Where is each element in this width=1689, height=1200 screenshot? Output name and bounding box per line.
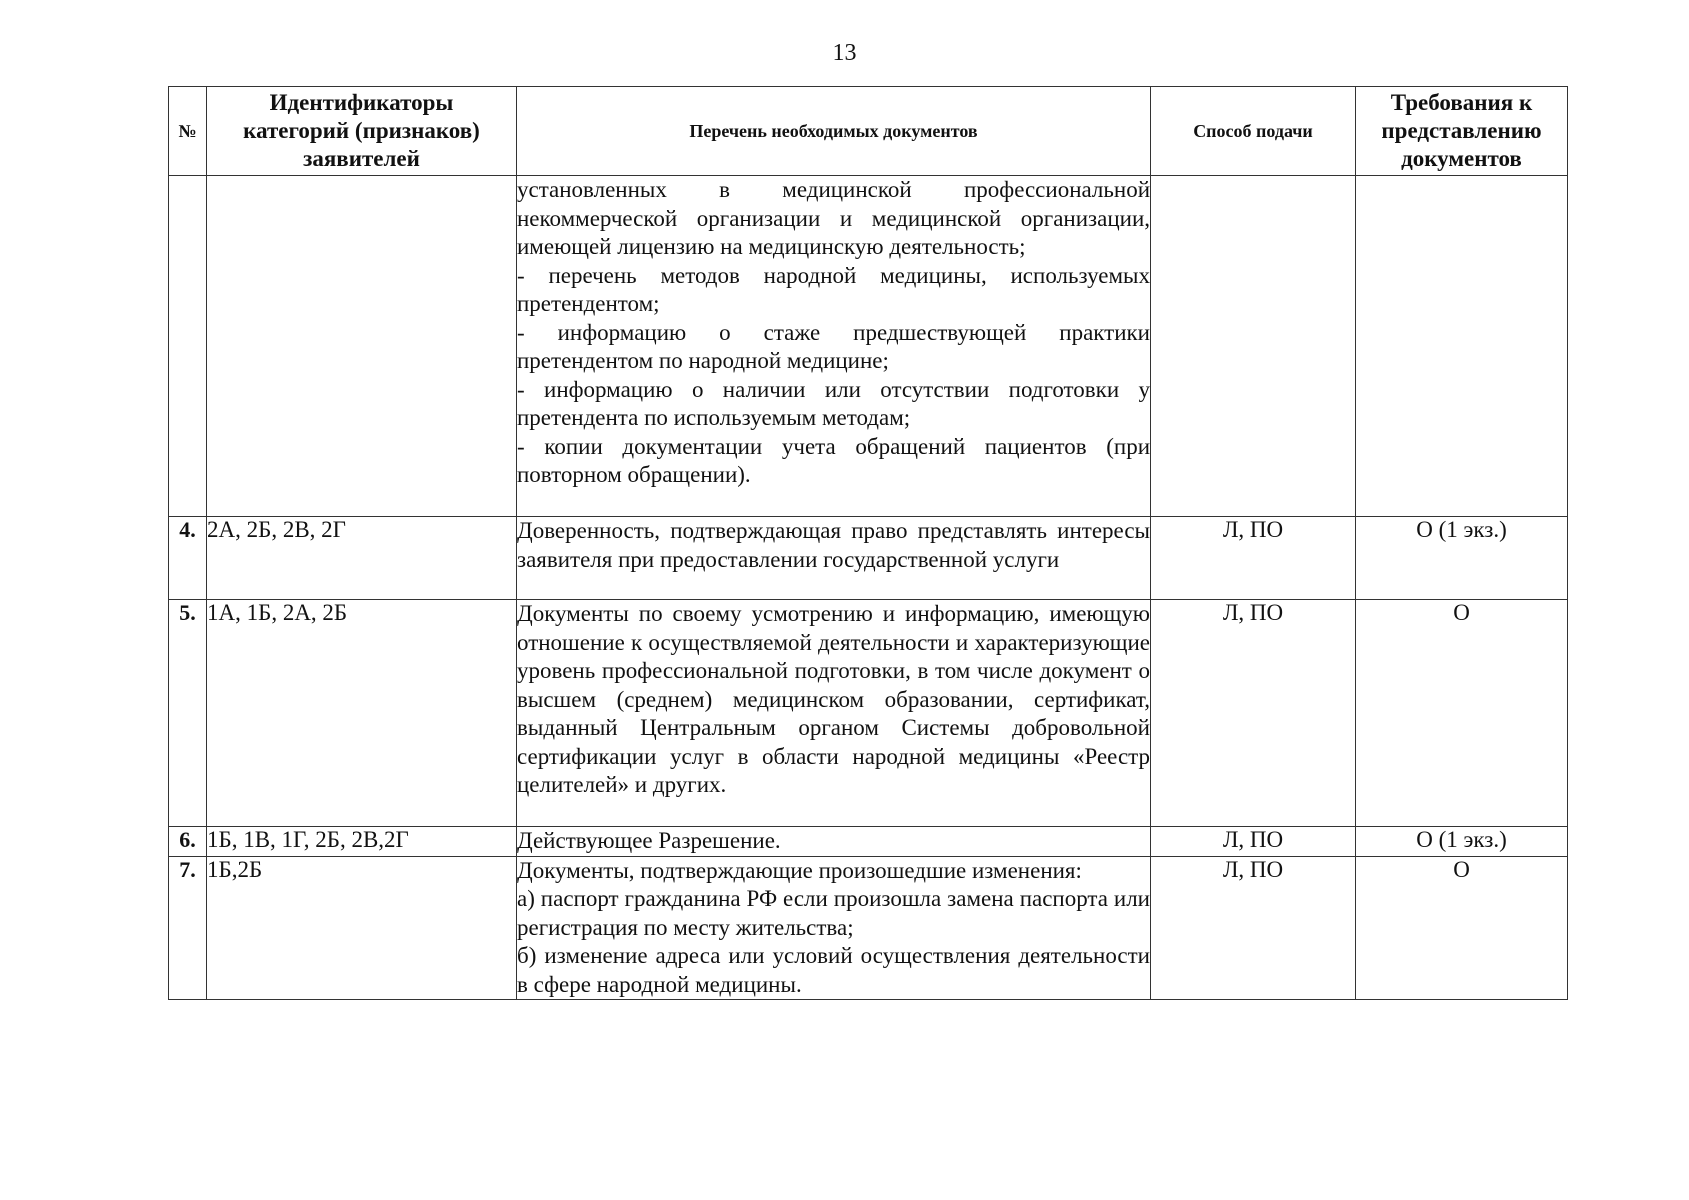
row-method: Л, ПО bbox=[1151, 600, 1356, 827]
header-req-line: документов bbox=[1401, 146, 1522, 171]
header-ids bbox=[207, 87, 517, 176]
header-ids-line: Идентификаторы bbox=[269, 90, 454, 115]
header-req-line: представлению bbox=[1381, 118, 1542, 143]
row-num: 6. bbox=[169, 827, 207, 857]
documents-table bbox=[168, 86, 1568, 1000]
doc-paragraph: Доверенность, подтверждающая право представлять интересы заявителя при предоставлении государственной услуги bbox=[517, 518, 1150, 572]
row-ids bbox=[207, 176, 517, 517]
header-ids-line: заявителей bbox=[303, 146, 420, 171]
doc-paragraph: а) паспорт гражданина РФ если произошла замена паспорта или регистрация по месту жительства; bbox=[517, 886, 1150, 940]
row-ids: 1А, 1Б, 2А, 2Б bbox=[207, 600, 517, 827]
row-req: О bbox=[1356, 856, 1568, 1000]
doc-paragraph: б) изменение адреса или условий осуществления деятельности в сфере народной медицины. bbox=[517, 943, 1150, 997]
row-method bbox=[1151, 176, 1356, 517]
header-req-line: Требования к bbox=[1390, 90, 1533, 115]
row-method: Л, ПО bbox=[1151, 517, 1356, 600]
row-req: О (1 экз.) bbox=[1356, 517, 1568, 600]
header-ids-line: категорий (признаков) bbox=[243, 118, 480, 143]
table-row bbox=[169, 827, 1568, 857]
row-num: 4. bbox=[169, 517, 207, 600]
doc-paragraph: - перечень методов народной медицины, используемых претендентом; bbox=[517, 262, 1150, 316]
table-row bbox=[169, 517, 1568, 600]
row-req: О (1 экз.) bbox=[1356, 827, 1568, 857]
doc-paragraph: Действующее Разрешение. bbox=[517, 828, 781, 853]
row-method: Л, ПО bbox=[1151, 827, 1356, 857]
row-ids: 1Б,2Б bbox=[207, 856, 517, 1000]
row-req bbox=[1356, 176, 1568, 517]
table-header-row bbox=[169, 87, 1568, 176]
row-docs bbox=[517, 517, 1151, 600]
row-req: О bbox=[1356, 600, 1568, 827]
header-docs: Перечень необходимых документов bbox=[517, 87, 1151, 176]
row-ids: 1Б, 1В, 1Г, 2Б, 2В,2Г bbox=[207, 827, 517, 857]
row-num: 7. bbox=[169, 856, 207, 1000]
row-docs bbox=[517, 176, 1151, 517]
doc-paragraph: - информацию о стаже предшествующей практики претендентом по народной медицине; bbox=[517, 319, 1150, 373]
doc-paragraph: установленных в медицинской профессиональной некоммерческой организации и медицинской организации, имеющей лицензию на медицинскую деятельность; bbox=[517, 177, 1150, 259]
row-num bbox=[169, 176, 207, 517]
doc-paragraph: Документы по своему усмотрению и информацию, имеющую отношение к осуществляемой деятельности и характеризующие уровень профессиональной подготовки, в том числе документ о высшем (среднем) медицинском образовании, сертификат, выданный Центральным органом Системы добровольной сертификации услуг в области народной медицины «Реестр целителей» и других. bbox=[517, 601, 1150, 797]
doc-paragraph: Документы, подтверждающие произошедшие изменения: bbox=[517, 857, 1082, 883]
page-number: 13 bbox=[832, 40, 857, 66]
row-ids: 2А, 2Б, 2В, 2Г bbox=[207, 517, 517, 600]
doc-paragraph: - информацию о наличии или отсутствии подготовки у претендента по используемым методам; bbox=[517, 376, 1150, 430]
row-method: Л, ПО bbox=[1151, 856, 1356, 1000]
row-docs bbox=[517, 856, 1151, 1000]
header-req bbox=[1356, 87, 1568, 176]
table-row bbox=[169, 856, 1568, 1000]
doc-paragraph: - копии документации учета обращений пациентов (при повторном обращении). bbox=[517, 433, 1150, 487]
table-row bbox=[169, 600, 1568, 827]
row-docs bbox=[517, 827, 1151, 857]
row-num: 5. bbox=[169, 600, 207, 827]
row-docs bbox=[517, 600, 1151, 827]
table-row bbox=[169, 176, 1568, 517]
header-method: Способ подачи bbox=[1151, 87, 1356, 176]
header-num: № bbox=[169, 87, 207, 176]
